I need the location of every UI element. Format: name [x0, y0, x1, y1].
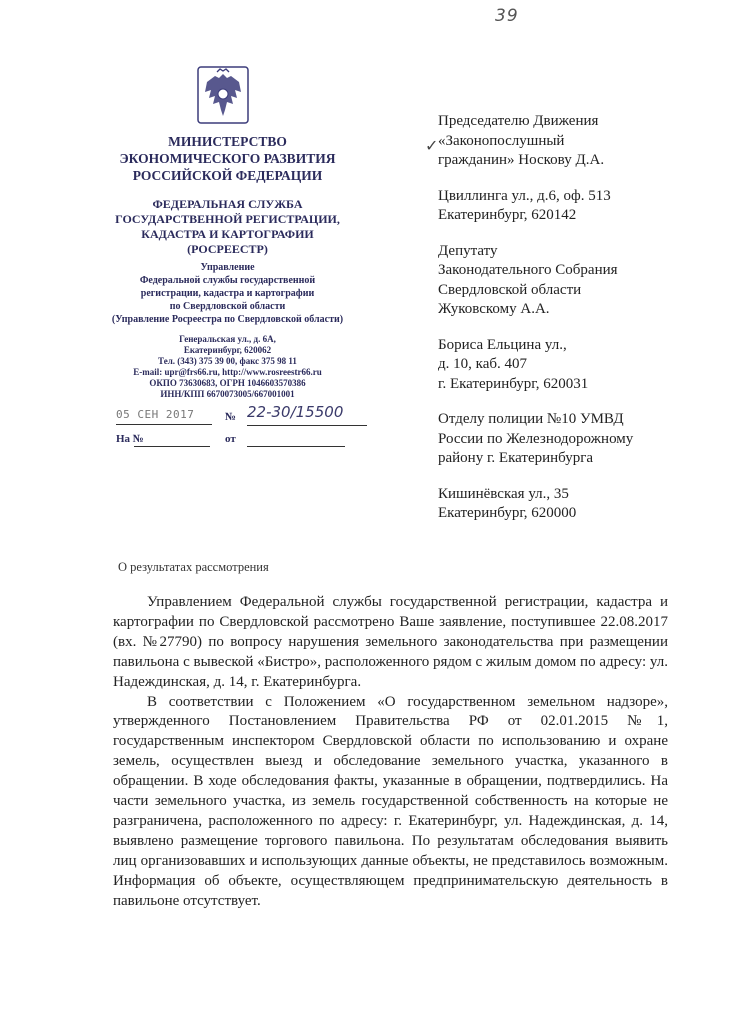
addressee-2: Депутату Законодательного Собрания Свердловской области Жуковскому А.А. [438, 242, 618, 317]
addressee-2-address: Бориса Ельцина ул., д. 10, каб. 407 г. Екатеринбург, 620031 [438, 336, 589, 392]
registration-date: 05 СЕН 2017 [116, 408, 212, 425]
body-paragraph: В соответствии с Положением «О государственном земельном надзоре», утвержденного Постановлением Правительства РФ от 02.01.2015 №1, государственным инспектором Свердловской области по использованию и охране земель, осуществлен выезд и обследование земельного участка, указанного в обращении. В ходе обследования факты, указанные в обращении, подтвердились. На части земельного участка, из земель государственной собственность на которые не разграничена, расположенного по адресу: г. Екатеринбург, ул. Надеждинская, д. 14, выявлено размещение торгового павильона. По результатам обследования выявить лиц организовавших и использующих данные объекты, не представилось возможным. Информация об объекте, осуществляющем предпринимательскую деятельность в павильоне отсутствует. [113, 693, 668, 909]
body-paragraph: Управлением Федеральной службы государственной регистрации, кадастра и картографии по Свердловской рассмотрено Ваше заявление, поступившее 22.08.2017 (вх. №27790) по вопросу нарушения земельного законодательства при размещении павильона с вывеской «Бистро», расположенного рядом с жилым домом по адресу: ул. Надеждинская, д. 14, г. Екатеринбурга. [113, 594, 668, 690]
service-name: ФЕДЕРАЛЬНАЯ СЛУЖБА ГОСУДАРСТВЕННОЙ РЕГИСТРАЦИИ, КАДАСТРА И КАРТОГРАФИИ (РОСРЕЕСТР) [115, 197, 340, 256]
reference-number-line [134, 446, 210, 447]
letter-subject: О результатах рассмотрения [118, 560, 269, 574]
addressee-3-address: Кишинёвская ул., 35 Екатеринбург, 620000 [438, 485, 577, 521]
registration-number-label: № [225, 411, 237, 423]
registration-number: 22-30/15500 [247, 403, 367, 426]
addressee-3: Отделу полиции №10 УМВД России по Железнодорожному району г. Екатеринбурга [438, 411, 634, 466]
reference-date-label: от [225, 433, 236, 445]
addressee-1-address: Цвиллинга ул., д.6, оф. 513 Екатеринбург, 620142 [438, 187, 611, 223]
coat-of-arms-icon [197, 66, 249, 124]
sender-address: Генеральская ул., д. 6А, Екатеринбург, 620062 Тел. (343) 375 39 00, факс 375 98 11 E-mail: upr@frs66.ru, http://www.rosreestr66.ru ОКПО 73630683, ОГРН 1046603570386 ИНН/КПП 6670073005/667001001 [133, 334, 322, 399]
checkmark-icon: ✓ [425, 136, 439, 155]
sender-header [105, 133, 350, 400]
addressee-block [438, 112, 728, 540]
letter-body [113, 593, 668, 912]
reference-number-label: На № [116, 433, 144, 445]
ministry-name: МИНИСТЕРСТВО ЭКОНОМИЧЕСКОГО РАЗВИТИЯ РОССИЙСКОЙ ФЕДЕРАЦИИ [119, 134, 336, 183]
reference-date-line [247, 446, 345, 447]
page-number-mark: 39 [495, 6, 519, 26]
department-name: Управление Федеральной службы государственной регистрации, кадастра и картографии по Свердловской области (Управление Росреестра по Свердловской области) [111, 262, 344, 325]
addressee-1: Председателю Движения «Законопослушный гражданин» Носкову Д.А. [438, 113, 605, 168]
